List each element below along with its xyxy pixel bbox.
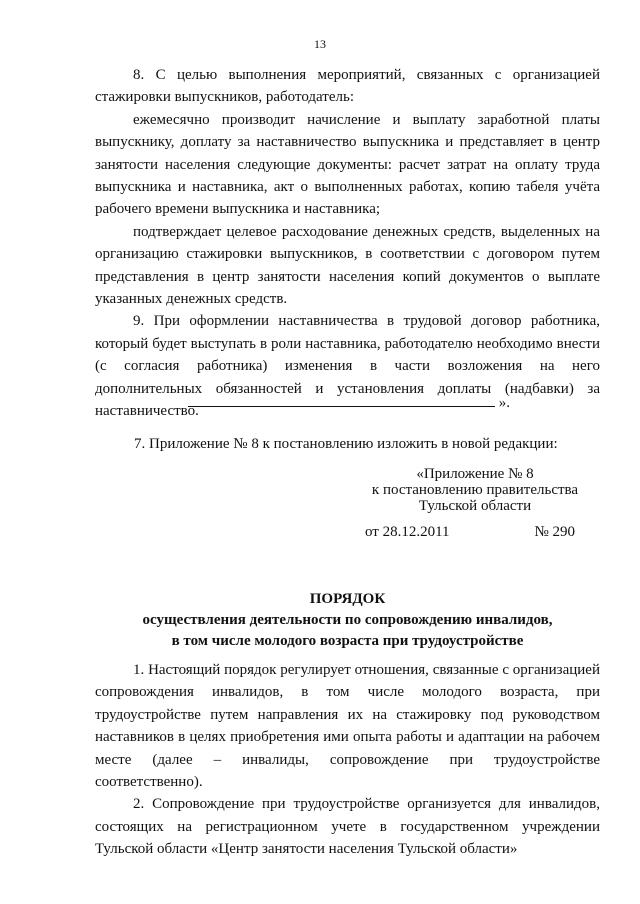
document-title: [95, 589, 600, 652]
paragraph-9: 9. При оформлении наставничества в трудовой договор работника, который будет выступать в роли наставника, работодателю необходимо внести (с согласия работника) изменения в части возложения на него дополнительных обязанностей и установления доплаты (надбавки) за наставничество.: [95, 313, 600, 420]
closing-line: [188, 392, 518, 414]
document-body-top: [95, 64, 600, 423]
appendix-line-2: к постановлению правительства: [371, 482, 579, 498]
paragraph-confirmation: подтверждает целевое расходование денежных средств, выделенных на организацию стажировки выпускников, в соответствии с договором путем представления в центр занятости населения копий документов о выплате указанных денежных средств.: [95, 223, 600, 308]
title-main: ПОРЯДОК: [309, 591, 386, 607]
title-sub-1: осуществления деятельности по сопровождению инвалидов,: [142, 612, 553, 628]
document-body-bottom: [95, 659, 600, 861]
paragraph-8: 8. С целью выполнения мероприятий, связанных с организацией стажировки выпускников, работодатель:: [95, 67, 600, 106]
appendix-line-1: «Приложение № 8: [416, 466, 534, 482]
appendix-line-3: Тульской области: [418, 498, 532, 514]
underline-divider: [188, 392, 495, 407]
paragraph-monthly-payment: ежемесячно производит начисление и выплату заработной платы выпускнику, доплату за наставничество выпускника и представляет в центр занятости населения следующие документы: расчет затрат на оплату труда выпускника и наставника, акт о выполненных работах, копию табеля учёта рабочего времени выпускника и наставника;: [95, 111, 600, 218]
paragraph-2: 2. Сопровождение при трудоустройстве организуется для инвалидов, состоящих на регистрационном учете в государственном учреждении Тульской области «Центр занятости населения Тульской области»: [95, 796, 600, 858]
appendix-number: № 290: [534, 524, 575, 540]
title-sub-2: в том числе молодого возраста при трудоустройстве: [171, 633, 524, 649]
closing-quote-mark: ».: [498, 395, 510, 411]
amendment-clause: 7. Приложение № 8 к постановлению изложить в новой редакции:: [134, 436, 558, 452]
appendix-header: [360, 466, 590, 514]
page-number: 13: [314, 37, 326, 51]
appendix-date: от 28.12.2011: [365, 524, 450, 540]
paragraph-1: 1. Настоящий порядок регулирует отношения, связанные с организацией сопровождения инвалидов, в том числе молодого возраста, при трудоустройстве путем направления их на стажировку под руководством наставников в целях приобретения ими опыта работы и адаптации на рабочем месте (далее – инвалиды, сопровождение при трудоустройстве соответственно).: [95, 662, 600, 791]
appendix-date-number: [365, 522, 575, 542]
